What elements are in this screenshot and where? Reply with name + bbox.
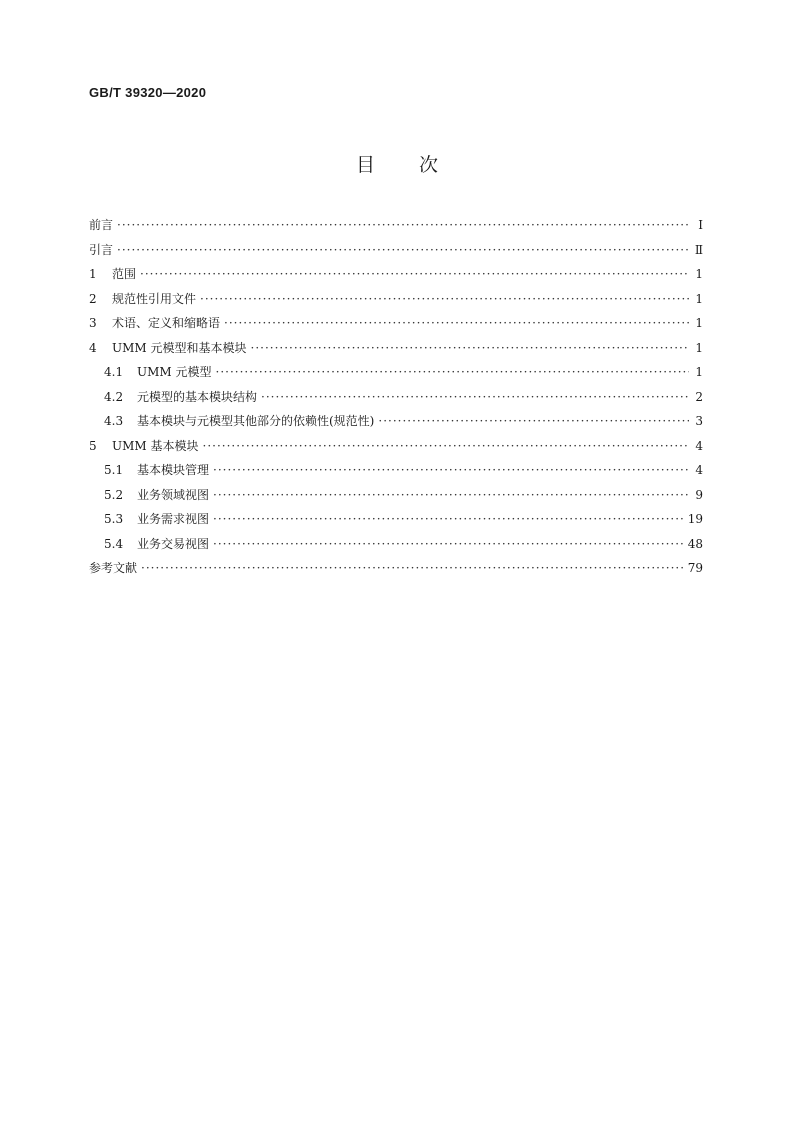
leader-dots bbox=[213, 463, 689, 477]
toc-entry-page: 2 bbox=[695, 389, 703, 404]
leader-dots bbox=[117, 243, 689, 257]
toc-entry-page: 1 bbox=[695, 316, 703, 330]
toc-entry-number: 4.1 bbox=[104, 365, 124, 379]
standard-code: GB/T 39320—2020 bbox=[89, 85, 207, 100]
leader-dots bbox=[261, 390, 689, 404]
toc-entry-foreword[interactable] bbox=[89, 216, 703, 241]
leader-dots bbox=[251, 341, 689, 355]
toc-entry-number: 5.4 bbox=[104, 536, 124, 551]
toc-entry-number: 4.3 bbox=[104, 414, 124, 428]
toc-entry-4-2[interactable] bbox=[89, 388, 703, 413]
toc-entry-page: Ⅱ bbox=[694, 242, 703, 257]
toc-entry-title: UMM 元模型和基本模块 bbox=[112, 340, 247, 355]
toc-entry-title: 参考文献 bbox=[89, 561, 138, 575]
toc-entry-introduction[interactable] bbox=[89, 241, 703, 266]
toc-entry-title: 基本模块与元模型其他部分的依赖性(规范性) bbox=[137, 414, 375, 428]
toc-entry-4[interactable] bbox=[89, 339, 703, 364]
toc-entry-title: 元模型的基本模块结构 bbox=[137, 389, 258, 404]
toc-entry-title: UMM 元模型 bbox=[137, 365, 212, 379]
toc-entry-number: 4 bbox=[89, 340, 97, 355]
toc-entry-page: 19 bbox=[687, 512, 703, 526]
leader-dots bbox=[213, 488, 689, 502]
toc-entry-4-3[interactable] bbox=[89, 412, 703, 437]
toc-entry-page: Ⅰ bbox=[698, 218, 703, 232]
toc-entry-5-4[interactable] bbox=[89, 535, 703, 560]
leader-dots bbox=[117, 218, 689, 232]
toc-entry-number: 5.1 bbox=[104, 463, 124, 477]
leader-dots bbox=[224, 316, 689, 330]
toc-entry-title: 业务交易视图 bbox=[137, 536, 210, 551]
toc-entry-page: 9 bbox=[695, 487, 703, 502]
toc-entry-number: 5.2 bbox=[104, 487, 124, 502]
leader-dots bbox=[140, 267, 689, 281]
toc-entry-bibliography[interactable] bbox=[89, 559, 703, 584]
toc-entry-title: 术语、定义和缩略语 bbox=[112, 316, 221, 330]
toc-entry-title: 前言 bbox=[89, 218, 114, 232]
toc-entry-page: 48 bbox=[687, 536, 703, 551]
toc-entry-title: 业务需求视图 bbox=[137, 512, 210, 526]
toc-entry-5-3[interactable] bbox=[89, 510, 703, 535]
toc-entry-number: 4.2 bbox=[104, 389, 124, 404]
toc-entry-number: 2 bbox=[89, 291, 97, 306]
toc-entry-3[interactable] bbox=[89, 314, 703, 339]
toc-entry-5-1[interactable] bbox=[89, 461, 703, 486]
toc-entry-page: 4 bbox=[695, 438, 703, 453]
toc-entry-number: 5.3 bbox=[104, 512, 124, 526]
toc-entry-number: 5 bbox=[89, 438, 97, 453]
toc-entry-1[interactable] bbox=[89, 265, 703, 290]
leader-dots bbox=[213, 537, 684, 551]
toc-entry-page: 79 bbox=[687, 561, 703, 575]
toc-entry-number: 3 bbox=[89, 316, 97, 330]
toc-entry-page: 1 bbox=[695, 365, 703, 379]
toc-entry-title: UMM 基本模块 bbox=[112, 438, 199, 453]
toc-entry-title: 基本模块管理 bbox=[137, 463, 210, 477]
toc-entry-title: 范围 bbox=[112, 267, 137, 281]
toc-entry-title: 业务领域视图 bbox=[137, 487, 210, 502]
toc-entry-page: 1 bbox=[695, 267, 703, 281]
toc-entry-5-2[interactable] bbox=[89, 486, 703, 511]
toc-entry-number: 1 bbox=[89, 267, 97, 281]
leader-dots bbox=[200, 292, 689, 306]
leader-dots bbox=[141, 561, 684, 575]
toc-title: 目次 bbox=[355, 154, 482, 176]
toc-entry-page: 3 bbox=[695, 414, 703, 428]
table-of-contents bbox=[89, 216, 703, 584]
toc-entry-5[interactable] bbox=[89, 437, 703, 462]
toc-entry-2[interactable] bbox=[89, 290, 703, 315]
leader-dots bbox=[216, 365, 689, 379]
toc-entry-title: 引言 bbox=[89, 242, 114, 257]
toc-entry-page: 1 bbox=[695, 340, 703, 355]
leader-dots bbox=[213, 512, 684, 526]
leader-dots bbox=[378, 414, 689, 428]
toc-entry-page: 1 bbox=[695, 291, 703, 306]
leader-dots bbox=[203, 439, 689, 453]
toc-entry-4-1[interactable] bbox=[89, 363, 703, 388]
toc-entry-page: 4 bbox=[695, 463, 703, 477]
toc-entry-title: 规范性引用文件 bbox=[112, 291, 197, 306]
